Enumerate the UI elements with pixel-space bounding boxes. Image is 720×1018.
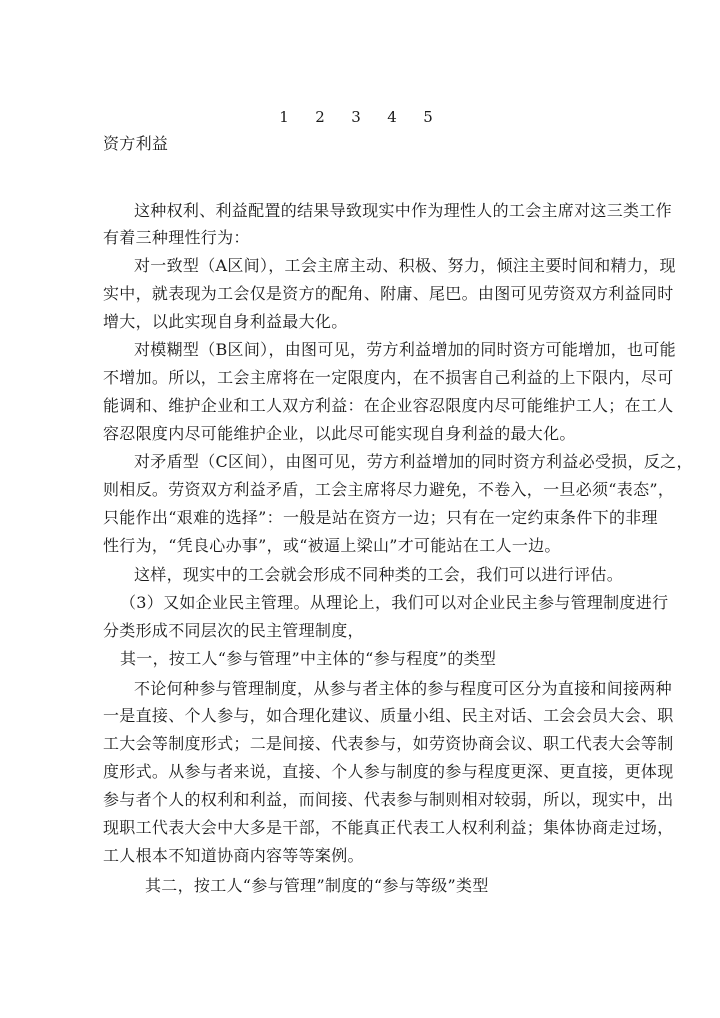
paragraph-line: 现职工代表大会中大多是干部，不能真正代表工人权利利益；集体协商走过场， <box>103 818 674 837</box>
paragraph-line: 容忍限度内尽可能维护企业，以此尽可能实现自身利益的最大化。 <box>103 424 576 443</box>
paragraph-line: 不论何种参与管理制度，从参与者主体的参与程度可区分为直接和间接两种 <box>134 679 672 698</box>
paragraph-line: 不增加。所以，工会主席将在一定限度内，在不损害自己利益的上下限内，尽可 <box>103 368 674 387</box>
paragraph-line: 对一致型（A区间），工会主席主动、积极、努力，倾注主要时间和精力，现 <box>134 256 676 275</box>
paragraph-line: 对模糊型（B区间），由图可见，劳方利益增加的同时资方可能增加，也可能 <box>134 340 676 359</box>
page-number[interactable]: 1 <box>279 108 289 126</box>
paragraph-line: 只能作出“艰难的选择”：一般是站在资方一边；只有在一定约束条件下的非理 <box>103 508 658 527</box>
paragraph-line: 能调和、维护企业和工人双方利益：在企业容忍限度内尽可能维护工人；在工人 <box>103 396 674 415</box>
page-number[interactable]: 4 <box>387 108 397 126</box>
paragraph-line: 工人根本不知道协商内容等等案例。 <box>103 846 364 865</box>
paragraph-line: （3）又如企业民主管理。从理论上，我们可以对企业民主参与管理制度进行 <box>120 593 669 612</box>
paragraph-line: 则相反。劳资双方利益矛盾，工会主席将尽力避免，不卷入，一旦必须“表态”， <box>103 480 675 499</box>
paragraph-line: 分类形成不同层次的民主管理制度， <box>103 621 364 640</box>
subheading: 其二，按工人“参与管理”制度的“参与等级”类型 <box>145 876 489 895</box>
paragraph-line: 实中，就表现为工会仅是资方的配角、附庸、尾巴。由图可见劳资双方利益同时 <box>103 284 674 303</box>
page-number-row <box>278 108 434 126</box>
paragraph-line: 有着三种理性行为： <box>103 228 250 247</box>
paragraph-line: 这样，现实中的工会就会形成不同种类的工会，我们可以进行评估。 <box>134 565 624 584</box>
paragraph-line: 度形式。从参与者来说，直接、个人参与制度的参与程度更深、更直接，更体现 <box>103 762 674 781</box>
paragraph-line: 参与者个人的权利和利益，而间接、代表参与制则相对较弱，所以，现实中，出 <box>103 790 674 809</box>
paragraph-line: 对矛盾型（C区间），由图可见，劳方利益增加的同时资方利益必受损，反之， <box>134 452 693 471</box>
page-number[interactable]: 3 <box>351 108 361 126</box>
page-number[interactable]: 2 <box>315 108 325 126</box>
paragraph-line: 增大，以此实现自身利益最大化。 <box>103 312 348 331</box>
paragraph-line: 工大会等制度形式；二是间接、代表参与，如劳资协商会议、职工代表大会等制 <box>103 734 674 753</box>
subheading: 其一，按工人“参与管理”中主体的“参与程度”的类型 <box>120 649 497 668</box>
paragraph-line: 这种权利、利益配置的结果导致现实中作为理性人的工会主席对这三类工作 <box>134 201 672 220</box>
section-heading: 资方利益 <box>103 134 169 153</box>
page-number[interactable]: 5 <box>423 108 433 126</box>
paragraph-line: 一是直接、个人参与，如合理化建议、质量小组、民主对话、工会会员大会、职 <box>103 706 674 725</box>
paragraph-line: 性行为，“凭良心办事”，或“被逼上梁山”才可能站在工人一边。 <box>103 536 561 555</box>
